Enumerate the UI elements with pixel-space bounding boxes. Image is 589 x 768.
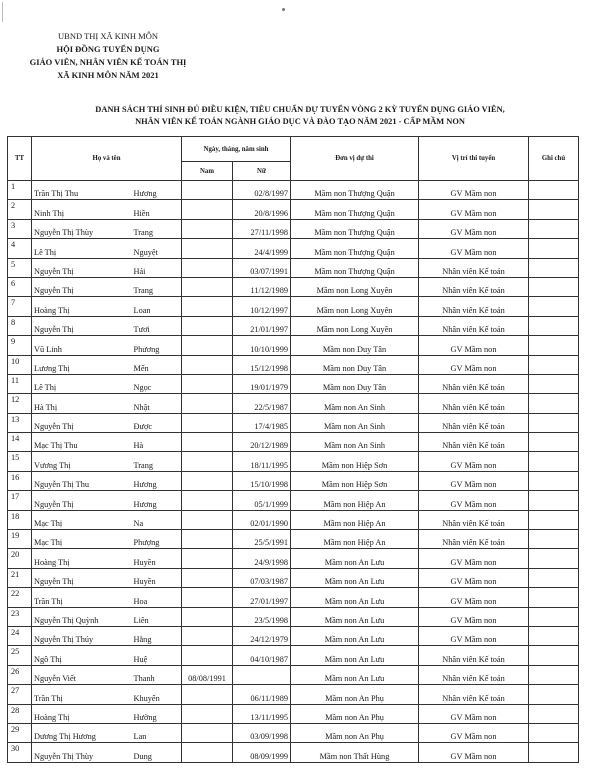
note-cell (529, 277, 579, 296)
table-row (8, 336, 579, 355)
table-row (8, 239, 579, 258)
last-middle-name-cell: Vũ Linh (32, 336, 132, 355)
exam-unit-cell: Mầm non Thất Hùng (291, 743, 419, 762)
exam-unit-cell: Mầm non An Sinh (291, 433, 419, 452)
table-row (8, 181, 579, 200)
first-name-cell: Trang (132, 452, 182, 471)
first-name-cell: Lan (132, 723, 182, 742)
exam-position-cell: GV Mầm non (419, 549, 529, 568)
last-middle-name-cell: Nguyễn Thị Thúy (32, 626, 132, 645)
note-cell (529, 646, 579, 665)
dob-male-cell (182, 277, 233, 296)
note-cell (529, 665, 579, 684)
dob-male-cell (182, 646, 233, 665)
first-name-cell: Được (132, 413, 182, 432)
dob-male-cell (182, 200, 233, 219)
row-number-cell: 9 (8, 336, 32, 355)
table-row (8, 219, 579, 238)
first-name-cell: Nhật (132, 394, 182, 413)
note-cell (529, 297, 579, 316)
dob-female-cell: 03/07/1991 (233, 258, 291, 277)
dob-male-cell (182, 588, 233, 607)
last-middle-name-cell: Nguyễn Thị Thu (32, 471, 132, 490)
exam-position-cell: GV Mầm non (419, 336, 529, 355)
note-cell (529, 626, 579, 645)
exam-unit-cell: Mầm non An Lưu (291, 588, 419, 607)
note-cell (529, 316, 579, 335)
row-number-cell: 17 (8, 491, 32, 510)
row-number-cell: 24 (8, 626, 32, 645)
table-row (8, 433, 579, 452)
first-name-cell: Trang (132, 219, 182, 238)
first-name-cell: Hương (132, 181, 182, 200)
exam-position-cell: Nhân viên Kế toán (419, 510, 529, 529)
table-row (8, 277, 579, 296)
dob-female-cell: 20/12/1989 (233, 433, 291, 452)
first-name-cell: Hương (132, 491, 182, 510)
dob-female-cell: 27/01/1997 (233, 588, 291, 607)
dob-female-cell: 24/9/1998 (233, 549, 291, 568)
dob-male-cell (182, 316, 233, 335)
exam-position-cell: GV Mầm non (419, 723, 529, 742)
first-name-cell: Hiền (132, 200, 182, 219)
last-middle-name-cell: Hà Thị (32, 394, 132, 413)
last-middle-name-cell: Trần Thị (32, 685, 132, 704)
first-name-cell: Huyền (132, 568, 182, 587)
dob-male-cell (182, 394, 233, 413)
exam-unit-cell: Mầm non An Sinh (291, 394, 419, 413)
last-middle-name-cell: Hoàng Thị (32, 297, 132, 316)
note-cell (529, 530, 579, 549)
issuer-header (8, 30, 208, 82)
first-name-cell: Hương (132, 471, 182, 490)
table-row (8, 646, 579, 665)
row-number-cell: 2 (8, 200, 32, 219)
dob-male-cell (182, 336, 233, 355)
dob-female-cell: 24/12/1979 (233, 626, 291, 645)
table-row (8, 568, 579, 587)
dob-female-cell: 17/4/1985 (233, 413, 291, 432)
row-number-cell: 14 (8, 433, 32, 452)
note-cell (529, 685, 579, 704)
note-cell (529, 433, 579, 452)
row-number-cell: 8 (8, 316, 32, 335)
dob-female-cell: 20/8/1996 (233, 200, 291, 219)
table-row (8, 588, 579, 607)
exam-position-cell: Nhân viên Kế toán (419, 530, 529, 549)
note-cell (529, 258, 579, 277)
exam-unit-cell: Mầm non Long Xuyên (291, 277, 419, 296)
exam-position-cell: GV Mầm non (419, 219, 529, 238)
last-middle-name-cell: Hoàng Thị (32, 549, 132, 568)
table-row (8, 685, 579, 704)
dob-female-cell: 25/5/1991 (233, 530, 291, 549)
last-middle-name-cell: Nguyễn Thị (32, 316, 132, 335)
first-name-cell: Hường (132, 704, 182, 723)
last-middle-name-cell: Lê Thị (32, 374, 132, 393)
note-cell (529, 549, 579, 568)
table-row (8, 258, 579, 277)
last-middle-name-cell: Hoàng Thị (32, 704, 132, 723)
dob-male-cell (182, 568, 233, 587)
note-cell (529, 471, 579, 490)
dob-female-cell: 10/10/1999 (233, 336, 291, 355)
table-row (8, 491, 579, 510)
exam-position-cell: GV Mầm non (419, 491, 529, 510)
note-cell (529, 181, 579, 200)
row-number-cell: 19 (8, 530, 32, 549)
note-cell (529, 394, 579, 413)
table-row (8, 355, 579, 374)
dob-male-cell (182, 530, 233, 549)
exam-unit-cell: Mầm non An Sinh (291, 413, 419, 432)
exam-unit-cell: Mầm non An Lưu (291, 607, 419, 626)
dob-female-cell: 07/03/1987 (233, 568, 291, 587)
table-row (8, 510, 579, 529)
title-line-1: DANH SÁCH THÍ SINH ĐỦ ĐIỀU KIỆN, TIÊU CHUẨN DỰ TUYỂN VÒNG 2 KỲ TUYỂN DỤNG GIÁO VIÊN, (95, 105, 505, 114)
exam-unit-cell: Mầm non Hiệp Sơn (291, 452, 419, 471)
row-number-cell: 27 (8, 685, 32, 704)
dob-male-cell (182, 297, 233, 316)
table-row (8, 530, 579, 549)
row-number-cell: 25 (8, 646, 32, 665)
row-number-cell: 6 (8, 277, 32, 296)
first-name-cell: Phượng (132, 530, 182, 549)
note-cell (529, 743, 579, 762)
scan-dot-mark (282, 8, 285, 11)
note-cell (529, 510, 579, 529)
first-name-cell: Loan (132, 297, 182, 316)
last-middle-name-cell: Nguyễn Thị (32, 491, 132, 510)
exam-unit-cell: Mầm non An Lưu (291, 549, 419, 568)
dob-female-cell: 13/11/1995 (233, 704, 291, 723)
exam-unit-cell: Mầm non Hiệp An (291, 510, 419, 529)
last-middle-name-cell: Ninh Thị (32, 200, 132, 219)
row-number-cell: 28 (8, 704, 32, 723)
table-row (8, 723, 579, 742)
note-cell (529, 239, 579, 258)
col-header-male: Nam (182, 162, 233, 181)
exam-unit-cell: Mầm non Duy Tân (291, 336, 419, 355)
row-number-cell: 21 (8, 568, 32, 587)
last-middle-name-cell: Lương Thị (32, 355, 132, 374)
note-cell (529, 336, 579, 355)
last-middle-name-cell: Trần Thị (32, 588, 132, 607)
dob-male-cell (182, 239, 233, 258)
exam-position-cell: GV Mầm non (419, 588, 529, 607)
exam-position-cell: GV Mầm non (419, 452, 529, 471)
row-number-cell: 26 (8, 665, 32, 684)
row-number-cell: 22 (8, 588, 32, 607)
exam-unit-cell: Mầm non An Phụ (291, 685, 419, 704)
dob-female-cell: 08/09/1999 (233, 743, 291, 762)
exam-unit-cell: Mầm non An Lưu (291, 568, 419, 587)
col-header-name: Họ và tên (32, 137, 182, 181)
note-cell (529, 452, 579, 471)
row-number-cell: 20 (8, 549, 32, 568)
header-line-4: XÃ KINH MÔN NĂM 2021 (57, 70, 159, 80)
exam-position-cell: Nhân viên Kế toán (419, 258, 529, 277)
exam-position-cell: GV Mầm non (419, 200, 529, 219)
row-number-cell: 23 (8, 607, 32, 626)
exam-unit-cell: Mầm non Thượng Quận (291, 239, 419, 258)
col-header-tt: TT (8, 137, 32, 181)
table-row (8, 316, 579, 335)
first-name-cell: Phương (132, 336, 182, 355)
exam-unit-cell: Mầm non Duy Tân (291, 355, 419, 374)
table-row (8, 452, 579, 471)
exam-unit-cell: Mầm non An Lưu (291, 626, 419, 645)
first-name-cell: Huệ (132, 646, 182, 665)
dob-male-cell (182, 433, 233, 452)
table-row (8, 471, 579, 490)
table-row (8, 704, 579, 723)
last-middle-name-cell: Mạc Thị (32, 530, 132, 549)
dob-female-cell: 11/12/1989 (233, 277, 291, 296)
dob-male-cell (182, 374, 233, 393)
candidate-table (7, 136, 579, 763)
note-cell (529, 413, 579, 432)
table-row (8, 626, 579, 645)
table-row (8, 743, 579, 762)
dob-female-cell: 02/8/1997 (233, 181, 291, 200)
row-number-cell: 29 (8, 723, 32, 742)
exam-unit-cell: Mầm non Thượng Quận (291, 258, 419, 277)
header-line-1: UBND THỊ XÃ KINH MÔN (58, 31, 158, 41)
dob-male-cell (182, 181, 233, 200)
row-number-cell: 15 (8, 452, 32, 471)
exam-unit-cell: Mầm non An Phụ (291, 723, 419, 742)
table-row (8, 607, 579, 626)
exam-position-cell: Nhân viên Kế toán (419, 646, 529, 665)
header-line-3: GIÁO VIÊN, NHÂN VIÊN KẾ TOÁN THỊ (29, 57, 187, 67)
row-number-cell: 30 (8, 743, 32, 762)
exam-position-cell: GV Mầm non (419, 743, 529, 762)
first-name-cell: Nguyệt (132, 239, 182, 258)
note-cell (529, 219, 579, 238)
dob-male-cell (182, 258, 233, 277)
first-name-cell: Mến (132, 355, 182, 374)
last-middle-name-cell: Nguyễn Thị (32, 258, 132, 277)
exam-position-cell: Nhân viên Kế toán (419, 685, 529, 704)
row-number-cell: 18 (8, 510, 32, 529)
row-number-cell: 4 (8, 239, 32, 258)
exam-position-cell: Nhân viên Kế toán (419, 433, 529, 452)
exam-unit-cell: Mầm non An Lưu (291, 665, 419, 684)
first-name-cell: Hoa (132, 588, 182, 607)
exam-unit-cell: Mầm non Thượng Quận (291, 219, 419, 238)
dob-male-cell: 08/08/1991 (182, 665, 233, 684)
dob-female-cell: 24/4/1999 (233, 239, 291, 258)
last-middle-name-cell: Nguyễn Thị Quỳnh (32, 607, 132, 626)
last-middle-name-cell: Nguyễn Viết (32, 665, 132, 684)
exam-unit-cell: Mầm non Thượng Quận (291, 181, 419, 200)
col-header-female: Nữ (233, 162, 291, 181)
exam-position-cell: Nhân viên Kế toán (419, 316, 529, 335)
dob-male-cell (182, 607, 233, 626)
exam-position-cell: GV Mầm non (419, 607, 529, 626)
first-name-cell: Khuyến (132, 685, 182, 704)
dob-male-cell (182, 510, 233, 529)
note-cell (529, 588, 579, 607)
exam-position-cell: Nhân viên Kế toán (419, 665, 529, 684)
note-cell (529, 723, 579, 742)
table-row (8, 374, 579, 393)
row-number-cell: 1 (8, 181, 32, 200)
first-name-cell: Hằng (132, 626, 182, 645)
dob-male-cell (182, 452, 233, 471)
note-cell (529, 355, 579, 374)
first-name-cell: Huyền (132, 549, 182, 568)
last-middle-name-cell: Mạc Thị (32, 510, 132, 529)
note-cell (529, 607, 579, 626)
exam-position-cell: GV Mầm non (419, 355, 529, 374)
dob-female-cell: 27/11/1998 (233, 219, 291, 238)
row-number-cell: 12 (8, 394, 32, 413)
dob-male-cell (182, 723, 233, 742)
last-middle-name-cell: Nguyễn Thị Thùy (32, 743, 132, 762)
row-number-cell: 16 (8, 471, 32, 490)
exam-position-cell: GV Mầm non (419, 239, 529, 258)
row-number-cell: 7 (8, 297, 32, 316)
dob-male-cell (182, 491, 233, 510)
col-header-position: Vị trí thi tuyển (419, 137, 529, 181)
first-name-cell: Tươi (132, 316, 182, 335)
first-name-cell: Hà (132, 433, 182, 452)
dob-female-cell: 22/5/1987 (233, 394, 291, 413)
exam-unit-cell: Mầm non Duy Tân (291, 374, 419, 393)
exam-unit-cell: Mầm non Hiệp An (291, 491, 419, 510)
dob-male-cell (182, 549, 233, 568)
dob-female-cell: 05/1/1999 (233, 491, 291, 510)
first-name-cell: Hải (132, 258, 182, 277)
note-cell (529, 704, 579, 723)
scan-edge-mark (2, 2, 3, 22)
last-middle-name-cell: Trần Thị Thu (32, 181, 132, 200)
row-number-cell: 3 (8, 219, 32, 238)
row-number-cell: 5 (8, 258, 32, 277)
exam-position-cell: Nhân viên Kế toán (419, 277, 529, 296)
dob-male-cell (182, 704, 233, 723)
col-header-unit: Đơn vị dự thi (291, 137, 419, 181)
dob-male-cell (182, 413, 233, 432)
exam-position-cell: GV Mầm non (419, 704, 529, 723)
row-number-cell: 10 (8, 355, 32, 374)
last-middle-name-cell: Nguyễn Thị (32, 413, 132, 432)
last-middle-name-cell: Lê Thị (32, 239, 132, 258)
last-middle-name-cell: Mạc Thị Thu (32, 433, 132, 452)
dob-female-cell: 15/12/1998 (233, 355, 291, 374)
last-middle-name-cell: Ngô Thị (32, 646, 132, 665)
dob-female-cell: 19/01/1979 (233, 374, 291, 393)
dob-female-cell: 15/10/1998 (233, 471, 291, 490)
exam-position-cell: Nhân viên Kế toán (419, 297, 529, 316)
dob-female-cell: 04/10/1987 (233, 646, 291, 665)
dob-female-cell: 23/5/1998 (233, 607, 291, 626)
exam-unit-cell: Mầm non Hiệp An (291, 530, 419, 549)
table-row (8, 549, 579, 568)
first-name-cell: Ngọc (132, 374, 182, 393)
dob-female-cell: 21/01/1997 (233, 316, 291, 335)
exam-position-cell: GV Mầm non (419, 181, 529, 200)
row-number-cell: 11 (8, 374, 32, 393)
last-middle-name-cell: Vương Thị (32, 452, 132, 471)
exam-position-cell: GV Mầm non (419, 568, 529, 587)
dob-male-cell (182, 355, 233, 374)
dob-male-cell (182, 626, 233, 645)
table-row (8, 665, 579, 684)
exam-position-cell: Nhân viên Kế toán (419, 394, 529, 413)
dob-male-cell (182, 743, 233, 762)
note-cell (529, 374, 579, 393)
dob-female-cell (233, 665, 291, 684)
document-title (20, 104, 580, 128)
exam-unit-cell: Mầm non Long Xuyên (291, 297, 419, 316)
exam-position-cell: Nhân viên Kế toán (419, 413, 529, 432)
dob-female-cell: 06/11/1989 (233, 685, 291, 704)
title-line-2: NHÂN VIÊN KẾ TOÁN NGÀNH GIÁO DỤC VÀ ĐÀO TẠO NĂM 2021 - CẤP MẦM NON (135, 117, 465, 126)
first-name-cell: Trang (132, 277, 182, 296)
note-cell (529, 491, 579, 510)
dob-male-cell (182, 685, 233, 704)
note-cell (529, 568, 579, 587)
last-middle-name-cell: Nguyễn Thị Thùy (32, 219, 132, 238)
dob-female-cell: 02/01/1990 (233, 510, 291, 529)
exam-unit-cell: Mầm non Thượng Quận (291, 200, 419, 219)
col-header-dob: Ngày, tháng, năm sinh (182, 137, 291, 162)
first-name-cell: Na (132, 510, 182, 529)
dob-female-cell: 10/12/1997 (233, 297, 291, 316)
dob-male-cell (182, 471, 233, 490)
exam-position-cell: Nhân viên Kế toán (419, 374, 529, 393)
col-header-note: Ghi chú (529, 137, 579, 181)
last-middle-name-cell: Nguyễn Thị (32, 277, 132, 296)
exam-unit-cell: Mầm non Long Xuyên (291, 316, 419, 335)
exam-unit-cell: Mầm non An Lưu (291, 646, 419, 665)
table-row (8, 200, 579, 219)
exam-unit-cell: Mầm non An Phụ (291, 704, 419, 723)
dob-female-cell: 03/09/1998 (233, 723, 291, 742)
exam-position-cell: GV Mầm non (419, 626, 529, 645)
first-name-cell: Thanh (132, 665, 182, 684)
note-cell (529, 200, 579, 219)
header-line-2: HỘI ĐỒNG TUYỂN DỤNG (56, 44, 160, 54)
dob-female-cell: 18/11/1995 (233, 452, 291, 471)
last-middle-name-cell: Dương Thị Hương (32, 723, 132, 742)
table-row (8, 413, 579, 432)
first-name-cell: Liên (132, 607, 182, 626)
table-row (8, 394, 579, 413)
exam-unit-cell: Mầm non Hiệp Sơn (291, 471, 419, 490)
dob-male-cell (182, 219, 233, 238)
first-name-cell: Dung (132, 743, 182, 762)
exam-position-cell: GV Mầm non (419, 471, 529, 490)
table-row (8, 297, 579, 316)
row-number-cell: 13 (8, 413, 32, 432)
last-middle-name-cell: Nguyễn Thị (32, 568, 132, 587)
